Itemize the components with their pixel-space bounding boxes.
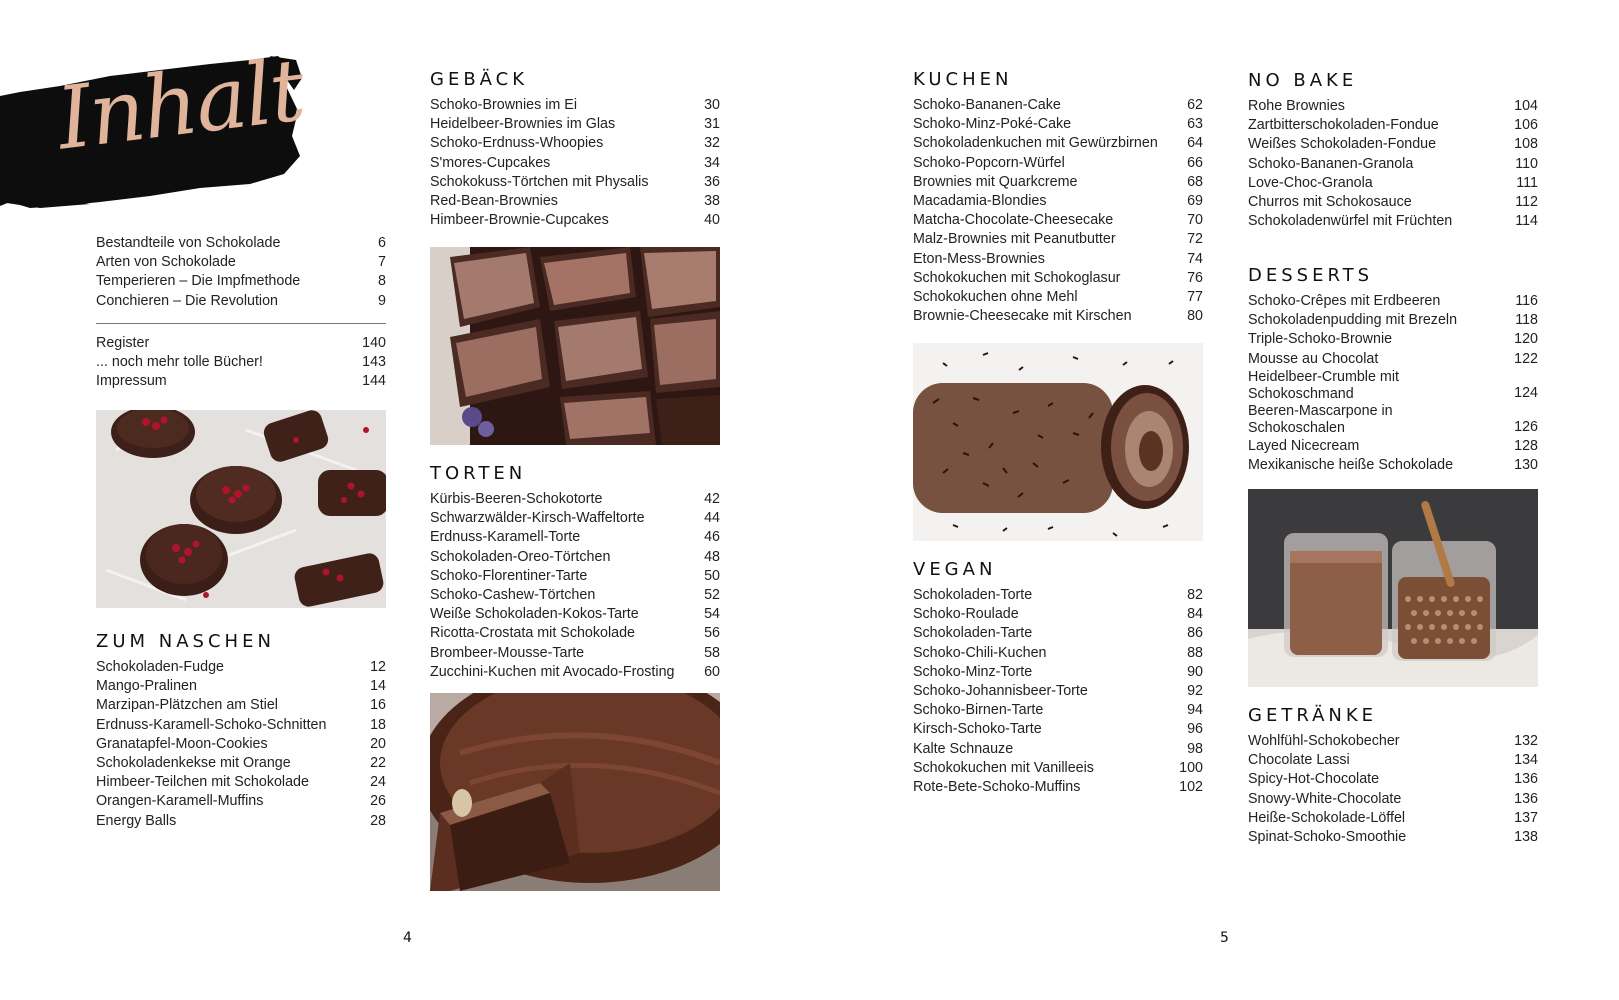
entry-page: 138: [1514, 829, 1538, 846]
section-getraenke: [1248, 704, 1538, 847]
entry-page: 86: [1187, 625, 1203, 642]
entry-title: Schoko-Birnen-Tarte: [913, 702, 1044, 719]
entry-page: 92: [1187, 683, 1203, 700]
entry-page: 112: [1515, 194, 1538, 211]
toc-entry[interactable]: [430, 586, 720, 605]
entry-title: Bestandteile von Schokolade: [96, 235, 281, 251]
entry-page: 77: [1187, 289, 1203, 306]
entry-title: Heidelbeer-Brownies im Glas: [430, 116, 616, 133]
entry-page: 14: [370, 678, 386, 695]
entry-page: 63: [1187, 116, 1203, 133]
entry-page: 98: [1187, 740, 1203, 757]
entry-title: Mexikanische heiße Schokolade: [1248, 457, 1454, 474]
entry-page: 74: [1187, 250, 1203, 267]
entry-title: Ricotta-Crostata mit Schokolade: [430, 625, 636, 642]
toc-entry[interactable]: [430, 605, 720, 624]
entry-title: Schokokuss-Törtchen mit Physalis: [430, 173, 649, 190]
entry-page: 66: [1187, 154, 1203, 171]
toc-entry[interactable]: [1248, 732, 1538, 751]
entry-page: 56: [704, 625, 720, 642]
entry-page: 22: [370, 755, 386, 772]
entry-page: 132: [1514, 733, 1538, 749]
toc-entry[interactable]: [1248, 155, 1538, 174]
entry-title: Weiße Schokoladen-Kokos-Tarte: [430, 606, 639, 623]
entry-page: 6: [378, 235, 386, 251]
toc-entry[interactable]: [1248, 437, 1538, 456]
entry-title: Conchieren – Die Revolution: [96, 292, 278, 309]
toc-entry[interactable]: [430, 548, 720, 567]
entry-page: 137: [1514, 809, 1538, 826]
toc-entry[interactable]: [913, 644, 1203, 663]
toc-entry[interactable]: [430, 567, 720, 586]
entry-page: 52: [704, 587, 720, 604]
toc-entry[interactable]: [913, 663, 1203, 682]
entry-title: Orangen-Karamell-Muffins: [96, 793, 264, 810]
toc-entry[interactable]: [913, 682, 1203, 701]
entry-title: Macadamia-Blondies: [913, 193, 1047, 210]
toc-entry[interactable]: [1248, 828, 1538, 847]
entry-page: 122: [1514, 350, 1538, 367]
entry-page: 42: [704, 491, 720, 507]
entry-page: 30: [704, 97, 720, 113]
entry-page: 104: [1514, 98, 1538, 114]
section-heading: TORTEN: [430, 463, 527, 484]
entry-page: 26: [370, 793, 386, 810]
entry-page: 130: [1514, 457, 1538, 474]
toc-entry[interactable]: [1248, 97, 1538, 116]
entry-page: 48: [704, 548, 720, 565]
toc-entry[interactable]: [1248, 193, 1538, 212]
toc-entry[interactable]: [430, 154, 720, 173]
section-list: [96, 658, 386, 831]
toc-entry[interactable]: [913, 115, 1203, 134]
toc-entry[interactable]: [913, 586, 1203, 605]
entry-page: 32: [704, 135, 720, 152]
toc-entry[interactable]: [430, 96, 720, 115]
section-heading: VEGAN: [913, 559, 997, 580]
entry-page: 134: [1514, 752, 1538, 769]
entry-title: Schoko-Johannisbeer-Torte: [913, 683, 1088, 700]
toc-entry[interactable]: [430, 644, 720, 663]
toc-entry[interactable]: [96, 234, 386, 253]
section-list: [1248, 97, 1538, 231]
section-no-bake: [1248, 69, 1538, 231]
entry-title: Register: [96, 334, 150, 351]
section-kuchen: [913, 68, 1203, 326]
section-zum-naschen: [96, 630, 386, 831]
toc-entry[interactable]: [430, 115, 720, 134]
toc-entry[interactable]: [913, 230, 1203, 249]
toc-entry[interactable]: [430, 663, 720, 682]
section-heading: NO BAKE: [1248, 70, 1358, 91]
entry-title: Spinat-Schoko-Smoothie: [1248, 829, 1407, 846]
section-list: [913, 96, 1203, 326]
divider: [96, 323, 386, 324]
entry-title: Snowy-White-Chocolate: [1248, 790, 1402, 807]
toc-entry[interactable]: [430, 134, 720, 153]
entry-page: 108: [1514, 136, 1538, 153]
entry-title: Schokoladen-Oreo-Törtchen: [430, 548, 611, 565]
toc-entry[interactable]: [1248, 212, 1538, 231]
toc-entry[interactable]: [96, 754, 386, 773]
entry-title: Brombeer-Mousse-Tarte: [430, 644, 585, 661]
toc-entry[interactable]: [1248, 369, 1538, 403]
entry-title: Heidelbeer-Crumble mit Schokoschmand: [1248, 368, 1399, 402]
page-number-right: 5: [1220, 930, 1229, 946]
entry-page: 60: [704, 663, 720, 680]
entry-page: 16: [370, 697, 386, 714]
toc-entry[interactable]: [1248, 330, 1538, 349]
toc-entry[interactable]: [913, 250, 1203, 269]
entry-title: Mousse au Chocolat: [1248, 350, 1379, 367]
entry-page: 18: [370, 716, 386, 733]
toc-entry[interactable]: [1248, 790, 1538, 809]
toc-entry[interactable]: [96, 716, 386, 735]
entry-title: Himbeer-Brownie-Cupcakes: [430, 212, 609, 229]
entry-title: Schokoladenwürfel mit Früchten: [1248, 213, 1453, 230]
entry-page: 31: [704, 116, 720, 133]
entry-page: 68: [1187, 173, 1203, 190]
entry-page: 50: [704, 567, 720, 584]
entry-title: Schokokuchen mit Schokoglasur: [913, 269, 1121, 286]
entry-title: Schoko-Minz-Poké-Cake: [913, 116, 1072, 133]
entry-title: Beeren-Mascarpone in Schokoschalen: [1248, 402, 1393, 436]
entry-title: Spicy-Hot-Chocolate: [1248, 771, 1380, 788]
toc-entry[interactable]: [913, 759, 1203, 778]
entry-title: Schoko-Chili-Kuchen: [913, 644, 1047, 661]
entry-page: 118: [1515, 312, 1538, 329]
entry-title: Schokoladenkuchen mit Gewürzbirnen: [913, 135, 1158, 152]
entry-page: 143: [362, 354, 386, 371]
section-heading: DESSERTS: [1248, 265, 1374, 286]
section-gebaeck: [430, 68, 720, 230]
entry-page: 12: [370, 659, 386, 675]
entry-title: Temperieren – Die Impfmethode: [96, 273, 301, 290]
toc-entry[interactable]: [913, 269, 1203, 288]
entry-title: Schokokuchen ohne Mehl: [913, 289, 1078, 306]
toc-entry[interactable]: [913, 192, 1203, 211]
appendix-list: [96, 334, 386, 392]
entry-title: Kalte Schnauze: [913, 740, 1014, 757]
entry-page: 111: [1516, 174, 1538, 191]
toc-entry[interactable]: [1248, 174, 1538, 193]
entry-title: Kürbis-Beeren-Schokotorte: [430, 491, 603, 507]
toc-entry[interactable]: [1248, 809, 1538, 828]
section-heading: GETRÄNKE: [1248, 705, 1378, 726]
entry-page: 20: [370, 735, 386, 752]
entry-title: Granatapfel-Moon-Cookies: [96, 735, 268, 752]
entry-page: 34: [704, 154, 720, 171]
page-number-left: 4: [403, 930, 412, 946]
entry-title: Rohe Brownies: [1248, 98, 1345, 114]
entry-title: ... noch mehr tolle Bücher!: [96, 354, 263, 371]
entry-title: Schoko-Roulade: [913, 606, 1019, 623]
entry-page: 128: [1514, 437, 1538, 454]
toc-entry[interactable]: [1248, 403, 1538, 437]
entry-page: 106: [1514, 117, 1538, 134]
entry-page: 82: [1187, 587, 1203, 603]
toc-entry[interactable]: [913, 778, 1203, 797]
entry-title: Himbeer-Teilchen mit Schokolade: [96, 774, 309, 791]
section-heading: GEBÄCK: [430, 69, 529, 90]
intro-list: [96, 234, 386, 311]
toc-entry[interactable]: [913, 624, 1203, 643]
entry-page: 110: [1515, 155, 1538, 172]
toc-entry[interactable]: [1248, 135, 1538, 154]
toc-entry[interactable]: [913, 307, 1203, 326]
entry-title: Schoko-Cashew-Törtchen: [430, 587, 596, 604]
toc-entry[interactable]: [913, 134, 1203, 153]
toc-entry[interactable]: [430, 509, 720, 528]
toc-entry[interactable]: [96, 372, 386, 391]
entry-page: 96: [1187, 721, 1203, 738]
toc-entry[interactable]: [913, 173, 1203, 192]
entry-title: Schoko-Florentiner-Tarte: [430, 567, 588, 584]
entry-page: 46: [704, 529, 720, 546]
entry-title: Arten von Schokolade: [96, 254, 236, 271]
toc-entry[interactable]: [1248, 751, 1538, 770]
roulade-photo: [913, 343, 1203, 541]
toc-entry[interactable]: [913, 211, 1203, 230]
section-heading: KUCHEN: [913, 69, 1013, 90]
entry-page: 9: [378, 292, 386, 309]
toc-entry[interactable]: [430, 173, 720, 192]
entry-page: 69: [1187, 193, 1203, 210]
entry-page: 116: [1515, 293, 1538, 309]
toc-entry[interactable]: [96, 696, 386, 715]
entry-title: Schoko-Erdnuss-Whoopies: [430, 135, 604, 152]
entry-page: 44: [704, 510, 720, 527]
toc-entry[interactable]: [96, 812, 386, 831]
toc-entry[interactable]: [96, 253, 386, 272]
entry-title: Malz-Brownies mit Peanutbutter: [913, 231, 1116, 248]
entry-title: Energy Balls: [96, 812, 177, 829]
entry-title: S'mores-Cupcakes: [430, 154, 551, 171]
entry-title: Heiße-Schokolade-Löffel: [1248, 809, 1406, 826]
entry-title: Schokoladenkekse mit Orange: [96, 755, 291, 772]
section-list: [430, 490, 720, 682]
entry-title: Kirsch-Schoko-Tarte: [913, 721, 1042, 738]
entry-page: 64: [1187, 135, 1203, 152]
entry-title: Layed Nicecream: [1248, 437, 1360, 454]
entry-page: 102: [1179, 779, 1203, 796]
entry-page: 72: [1187, 231, 1203, 248]
section-desserts: [1248, 264, 1538, 475]
toc-entry[interactable]: [96, 792, 386, 811]
entry-page: 58: [704, 644, 720, 661]
entry-title: Wohlfühl-Schokobecher: [1248, 733, 1400, 749]
toc-entry[interactable]: [913, 740, 1203, 759]
entry-page: 136: [1514, 771, 1538, 788]
entry-title: Erdnuss-Karamell-Torte: [430, 529, 581, 546]
entry-title: Schoko-Bananen-Granola: [1248, 155, 1414, 172]
toc-entry[interactable]: [913, 288, 1203, 307]
entry-title: Schoko-Minz-Torte: [913, 663, 1033, 680]
toc-entry[interactable]: [96, 658, 386, 677]
entry-title: Schokoladen-Tarte: [913, 625, 1033, 642]
entry-title: Matcha-Chocolate-Cheesecake: [913, 212, 1114, 229]
toc-entry[interactable]: [1248, 311, 1538, 330]
toc-entry[interactable]: [96, 353, 386, 372]
entry-page: 76: [1187, 269, 1203, 286]
toc-entry[interactable]: [96, 735, 386, 754]
section-list: [913, 586, 1203, 797]
entry-title: Schokoladen-Torte: [913, 587, 1033, 603]
entry-page: 54: [704, 606, 720, 623]
entry-title: Schwarzwälder-Kirsch-Waffeltorte: [430, 510, 645, 527]
entry-title: Schoko-Crêpes mit Erdbeeren: [1248, 293, 1441, 309]
entry-title: Brownie-Cheesecake mit Kirschen: [913, 308, 1132, 325]
toc-entry[interactable]: [96, 334, 386, 353]
entry-page: 140: [362, 334, 386, 351]
entry-page: 84: [1187, 606, 1203, 623]
toc-entry[interactable]: [430, 490, 720, 509]
toc-entry[interactable]: [913, 605, 1203, 624]
toc-entry[interactable]: [96, 272, 386, 291]
toc-entry[interactable]: [913, 720, 1203, 739]
intro-column: [96, 234, 386, 391]
toc-entry[interactable]: [1248, 456, 1538, 475]
entry-title: Chocolate Lassi: [1248, 752, 1350, 769]
toc-entry[interactable]: [913, 96, 1203, 115]
section-heading: ZUM NASCHEN: [96, 631, 275, 652]
entry-title: Schoko-Brownies im Ei: [430, 97, 577, 113]
entry-page: 70: [1187, 212, 1203, 229]
brownies-photo: [430, 247, 720, 445]
entry-title: Red-Bean-Brownies: [430, 193, 558, 210]
toc-entry[interactable]: [1248, 292, 1538, 311]
toc-entry[interactable]: [1248, 116, 1538, 135]
toc-entry[interactable]: [430, 624, 720, 643]
cookies-photo: [96, 410, 386, 608]
entry-title: Schokoladen-Fudge: [96, 659, 224, 675]
entry-page: 24: [370, 774, 386, 791]
toc-entry[interactable]: [96, 677, 386, 696]
entry-page: 124: [1514, 384, 1538, 401]
hot-chocolate-photo: [1248, 489, 1538, 687]
entry-page: 88: [1187, 644, 1203, 661]
entry-page: 36: [704, 173, 720, 190]
section-list: [1248, 732, 1538, 847]
entry-page: 7: [378, 254, 386, 271]
entry-page: 62: [1187, 97, 1203, 113]
toc-entry[interactable]: [430, 192, 720, 211]
entry-page: 38: [704, 193, 720, 210]
toc-entry[interactable]: [913, 154, 1203, 173]
entry-title: Brownies mit Quarkcreme: [913, 173, 1078, 190]
entry-page: 120: [1514, 331, 1538, 348]
entry-title: Marzipan-Plätzchen am Stiel: [96, 697, 278, 714]
toc-entry[interactable]: [430, 528, 720, 547]
toc-entry[interactable]: [913, 701, 1203, 720]
toc-entry[interactable]: [96, 292, 386, 311]
entry-title: Weißes Schokoladen-Fondue: [1248, 136, 1437, 153]
entry-title: Zartbitterschokoladen-Fondue: [1248, 117, 1439, 134]
entry-title: Eton-Mess-Brownies: [913, 250, 1045, 267]
entry-title: Mango-Pralinen: [96, 678, 197, 695]
section-list: [430, 96, 720, 230]
toc-entry[interactable]: [430, 211, 720, 230]
section-torten: [430, 462, 720, 682]
entry-title: Rote-Bete-Schoko-Muffins: [913, 779, 1081, 796]
entry-title: Schoko-Popcorn-Würfel: [913, 154, 1065, 171]
entry-title: Zucchini-Kuchen mit Avocado-Frosting: [430, 663, 675, 680]
entry-page: 94: [1187, 702, 1203, 719]
toc-entry[interactable]: [1248, 770, 1538, 789]
entry-page: 100: [1179, 759, 1203, 776]
tart-photo: [430, 693, 720, 891]
entry-title: Schoko-Bananen-Cake: [913, 97, 1061, 113]
entry-title: Impressum: [96, 373, 167, 390]
entry-title: Churros mit Schokosauce: [1248, 194, 1412, 211]
entry-title: Love-Choc-Granola: [1248, 174, 1373, 191]
entry-title: Triple-Schoko-Brownie: [1248, 331, 1393, 348]
entry-title: Schokokuchen mit Vanilleeis: [913, 759, 1094, 776]
toc-entry[interactable]: [96, 773, 386, 792]
entry-page: 114: [1515, 213, 1538, 230]
entry-page: 40: [704, 212, 720, 229]
entry-title: Schokoladenpudding mit Brezeln: [1248, 312, 1458, 329]
entry-title: Erdnuss-Karamell-Schoko-Schnitten: [96, 716, 327, 733]
toc-entry[interactable]: [1248, 350, 1538, 369]
section-list: [1248, 292, 1538, 475]
entry-page: 144: [362, 373, 386, 390]
section-vegan: [913, 558, 1203, 797]
entry-page: 28: [370, 812, 386, 829]
entry-page: 136: [1514, 790, 1538, 807]
entry-page: 80: [1187, 308, 1203, 325]
entry-page: 126: [1514, 418, 1538, 435]
page-title: Inhalt: [51, 40, 309, 170]
entry-page: 8: [378, 273, 386, 290]
entry-page: 90: [1187, 663, 1203, 680]
